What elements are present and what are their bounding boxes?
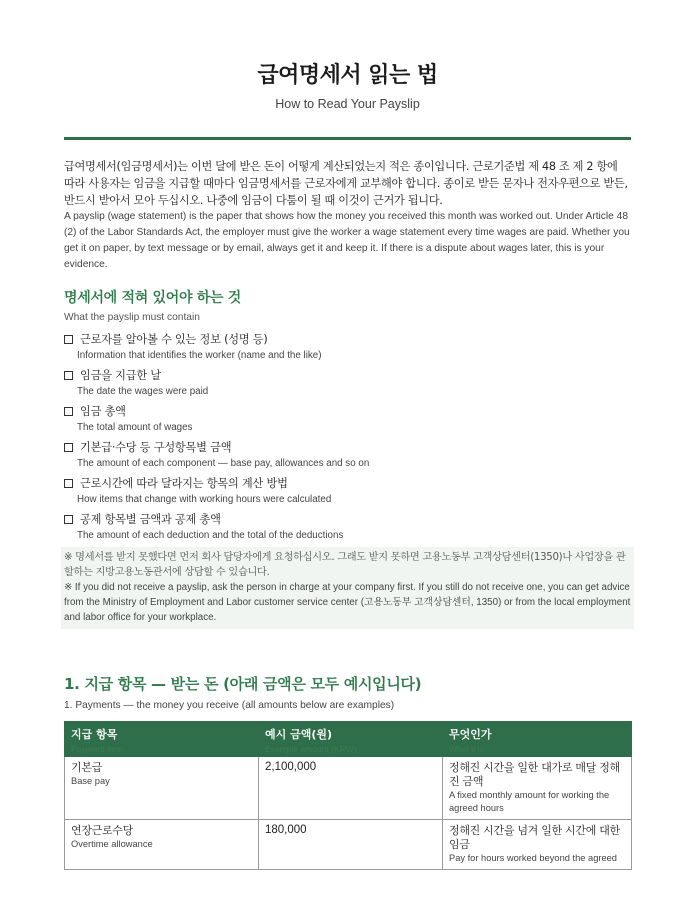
column-header-item [65, 722, 259, 757]
payments-table [64, 721, 632, 870]
checklist-item-en: The total amount of wages [77, 422, 193, 433]
cell-item [65, 820, 259, 870]
column-header-description [443, 722, 632, 757]
payments-heading-en: 1. Payments — the money you receive (all amounts below are examples) [64, 700, 395, 711]
checklist-item [64, 475, 631, 505]
checkbox-icon [64, 335, 73, 344]
checkbox-icon [64, 407, 73, 416]
item-name-en: Base pay [71, 776, 110, 786]
amount-value: 2,100,000 [265, 761, 317, 773]
checklist-item-ko: 공제 항목별 금액과 공제 총액 [80, 513, 221, 526]
payments-heading: 1. 지급 항목 — 받는 돈 (아래 금액은 모두 예시입니다) [64, 675, 422, 693]
column-header-en: Payment item [71, 744, 123, 754]
description-ko: 정해진 시간을 넘겨 일한 시간에 대한 임금 [449, 824, 620, 851]
column-header-amount [259, 722, 443, 757]
table-header-row [65, 722, 632, 757]
item-name-ko: 기본급 [71, 761, 102, 774]
checklist-item [64, 511, 631, 541]
checklist-item [64, 331, 631, 361]
intro-english: A payslip (wage statement) is the paper that shows how the money you received this month was worked out. Under Article 48 (2) of the Labor Standards Act, the employer must give the worker a wage statement every time wages are paid. Whether you get it on paper, by text message or by email, always get it and keep it. If there is a dispute about wages later, this is your evidence. [64, 211, 630, 270]
cell-amount [259, 757, 443, 820]
item-name-ko: 연장근로수당 [71, 824, 133, 837]
checklist-item-ko: 임금을 지급한 날 [80, 369, 161, 382]
cell-description [443, 757, 632, 820]
must-contain-checklist [64, 331, 631, 541]
missing-payslip-note [61, 547, 634, 629]
column-header-en: Example amount (KRW) [265, 744, 357, 754]
note-korean: ※ 명세서를 받지 못했다면 먼저 회사 담당자에게 요청하십시오. 그래도 받지 못하면 고용노동부 고객상담센터(1350)나 사업장을 관할하는 지방고용노동관서에 상담할 수 있습니다. [64, 552, 626, 578]
amount-value: 180,000 [265, 824, 307, 836]
column-header-ko: 무엇인가 [449, 728, 492, 741]
must-contain-heading: 명세서에 적혀 있어야 하는 것 [64, 290, 241, 306]
title-divider [64, 137, 631, 140]
table-row [65, 820, 632, 870]
table-row [65, 757, 632, 820]
checklist-item [64, 439, 631, 469]
column-header-ko: 예시 금액(원) [265, 728, 333, 741]
checklist-item-en: How items that change with working hours were calculated [77, 494, 332, 505]
must-contain-heading-en: What the payslip must contain [64, 312, 200, 323]
checklist-item [64, 403, 631, 433]
intro-korean: 급여명세서(임금명세서)는 이번 달에 받은 돈이 어떻게 계산되었는지 적은 종이입니다. 근로기준법 제 48 조 제 2 항에 따라 사용자는 임금을 지급할 때마다 임금명세서를 근로자에게 교부해야 합니다. 종이로 받든 문자나 전자우편으로 받든, 반드시 받아서 모아 두십시오. 나중에 임금이 다툼이 될 때 이것이 근거가 됩니다. [64, 160, 628, 207]
description-en: A fixed monthly amount for working the agreed hours [449, 790, 610, 813]
checklist-item-ko: 근로자를 알아볼 수 있는 정보 (성명 등) [80, 333, 268, 346]
checkbox-icon [64, 371, 73, 380]
checklist-item-en: The date the wages were paid [77, 386, 209, 397]
column-header-en: What it is [449, 744, 484, 754]
checklist-item-ko: 근로시간에 따라 달라지는 항목의 계산 방법 [80, 477, 288, 490]
column-header-ko: 지급 항목 [71, 728, 118, 741]
checklist-item-ko: 임금 총액 [80, 405, 126, 418]
checkbox-icon [64, 515, 73, 524]
checklist-item-ko: 기본급·수당 등 구성항목별 금액 [80, 441, 232, 454]
note-english: ※ If you did not receive a payslip, ask the person in charge at your company first. If you still do not receive one, you can get advice from the Ministry of Employment and Labor customer service center (고용노동부 고객상담센터, 1350) or from the local employment and labor office for your workplace. [64, 582, 631, 623]
description-en: Pay for hours worked beyond the agreed [449, 853, 617, 863]
description-ko: 정해진 시간을 일한 대가로 매달 정해진 금액 [449, 761, 620, 788]
checklist-item-en: The amount of each component — base pay, allowances and so on [77, 458, 370, 469]
checklist-item-en: Information that identifies the worker (name and the like) [77, 350, 322, 361]
cell-description [443, 820, 632, 870]
cell-amount [259, 820, 443, 870]
checklist-item-en: The amount of each deduction and the total of the deductions [77, 530, 344, 541]
page-title: 급여명세서 읽는 법 [257, 63, 438, 88]
page-subtitle: How to Read Your Payslip [275, 97, 420, 111]
checkbox-icon [64, 443, 73, 452]
checkbox-icon [64, 479, 73, 488]
checklist-item [64, 367, 631, 397]
item-name-en: Overtime allowance [71, 839, 153, 849]
cell-item [65, 757, 259, 820]
